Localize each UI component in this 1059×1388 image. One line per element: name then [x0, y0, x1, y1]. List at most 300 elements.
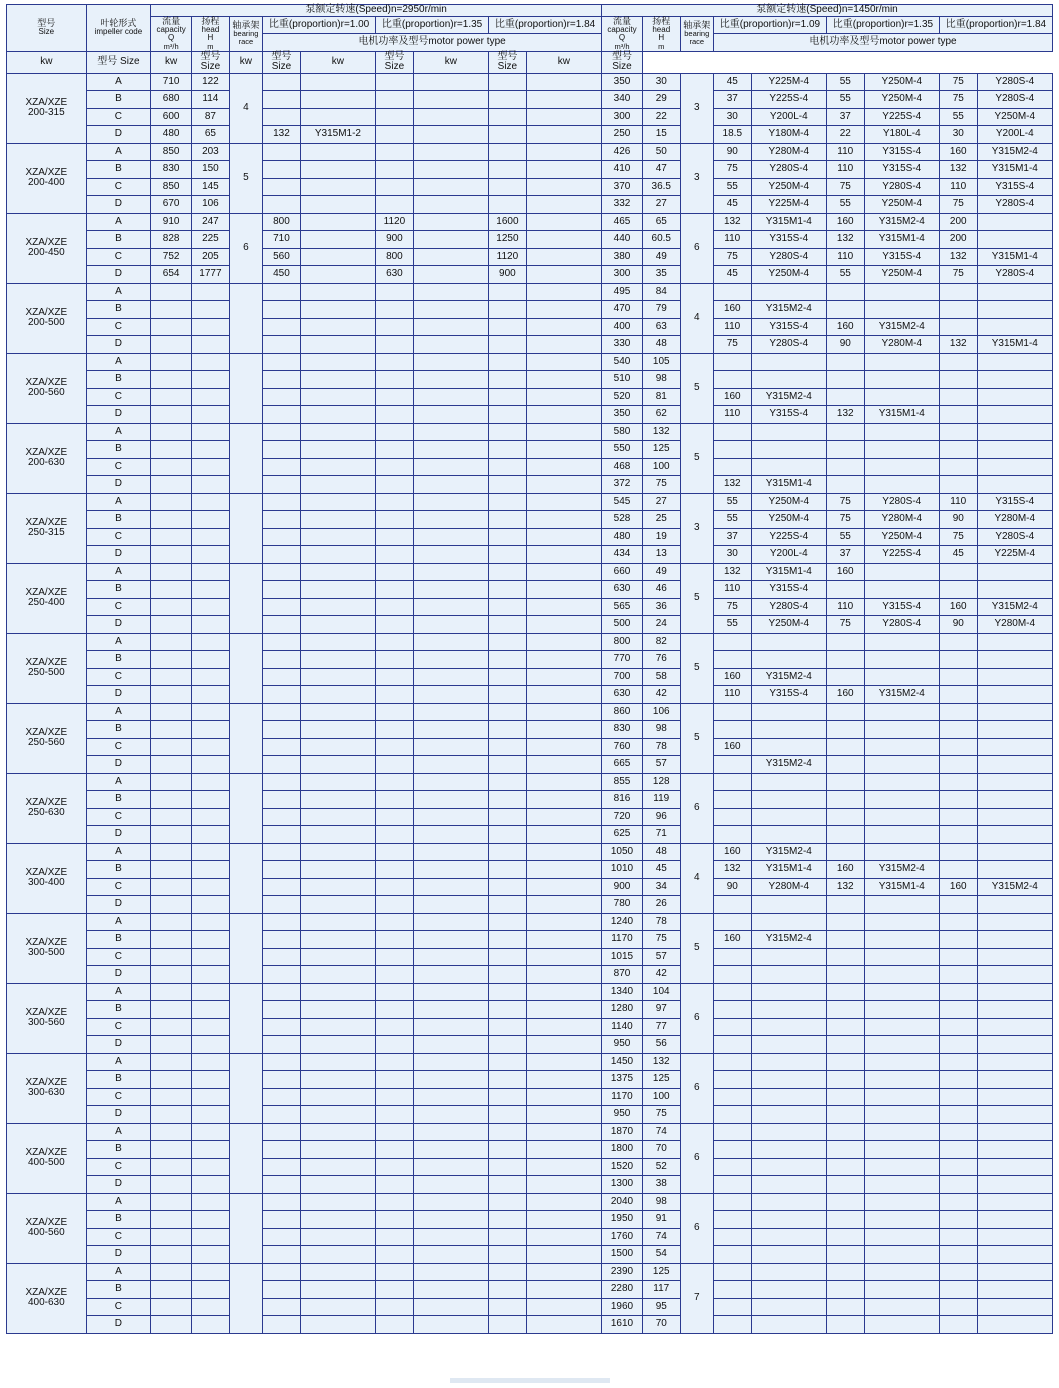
- table-row: [7, 1228, 1053, 1246]
- kw-1450-r135-cell: [826, 1071, 864, 1089]
- header-head-right: 扬程 head H m: [642, 16, 680, 51]
- kw-1450-r135-cell: [826, 896, 864, 914]
- model-2950-r184-cell: [526, 826, 601, 844]
- kw-2950-r100-cell: [263, 896, 301, 914]
- impeller-code-cell: D: [86, 896, 151, 914]
- kw-2950-r184-cell: [489, 756, 527, 774]
- kw-1450-r109-cell: [713, 371, 751, 389]
- model-1450-r109-cell: Y315S-4: [751, 581, 826, 599]
- head-2950-cell: [192, 948, 230, 966]
- model-2950-r184-cell: [526, 1158, 601, 1176]
- table-row: [7, 773, 1053, 791]
- kw-1450-r135-cell: [826, 1193, 864, 1211]
- head-2950-cell: 225: [192, 231, 230, 249]
- kw-1450-r135-cell: [826, 791, 864, 809]
- kw-2950-r100-cell: [263, 1176, 301, 1194]
- model-2950-r100-cell: [300, 546, 375, 564]
- kw-2950-r100-cell: [263, 196, 301, 214]
- kw-2950-r184-cell: [489, 1298, 527, 1316]
- model-1450-r109-cell: Y180M-4: [751, 126, 826, 144]
- kw-1450-r184-cell: [939, 1263, 977, 1281]
- model-2950-r100-cell: [300, 388, 375, 406]
- capacity-2950-cell: [151, 511, 192, 529]
- impeller-code-cell: A: [86, 73, 151, 91]
- kw-1450-r184-cell: 30: [939, 126, 977, 144]
- header-kw-right-2: kw: [413, 51, 488, 73]
- head-1450-cell: 98: [642, 1193, 680, 1211]
- bearing-race-1450-cell: 4: [680, 283, 713, 353]
- model-1450-r184-cell: [977, 1141, 1052, 1159]
- model-2950-r135-cell: [413, 493, 488, 511]
- kw-2950-r135-cell: [376, 1001, 414, 1019]
- table-row: [7, 318, 1053, 336]
- model-1450-r135-cell: [864, 1263, 939, 1281]
- model-1450-r184-cell: Y280M-4: [977, 511, 1052, 529]
- bearing-race-2950-cell: 4: [229, 73, 262, 143]
- model-2950-r184-cell: [526, 248, 601, 266]
- impeller-code-cell: D: [86, 126, 151, 144]
- kw-1450-r135-cell: 75: [826, 493, 864, 511]
- kw-2950-r184-cell: [489, 791, 527, 809]
- model-2950-r135-cell: [413, 931, 488, 949]
- model-2950-r184-cell: [526, 213, 601, 231]
- model-2950-r100-cell: [300, 861, 375, 879]
- table-body: [7, 73, 1053, 1333]
- table-row: [7, 721, 1053, 739]
- kw-1450-r135-cell: [826, 476, 864, 494]
- bearing-race-2950-cell: [229, 983, 262, 1053]
- kw-2950-r184-cell: [489, 336, 527, 354]
- kw-2950-r184-cell: [489, 1246, 527, 1264]
- model-1450-r184-cell: [977, 1298, 1052, 1316]
- kw-1450-r135-cell: [826, 581, 864, 599]
- kw-2950-r100-cell: [263, 878, 301, 896]
- pump-size-cell: XZA/XZE 300-400: [7, 843, 87, 913]
- model-1450-r135-cell: [864, 843, 939, 861]
- model-1450-r184-cell: [977, 441, 1052, 459]
- model-1450-r184-cell: [977, 703, 1052, 721]
- impeller-code-cell: A: [86, 1053, 151, 1071]
- table-row: [7, 441, 1053, 459]
- kw-1450-r135-cell: [826, 371, 864, 389]
- model-1450-r135-cell: [864, 301, 939, 319]
- kw-1450-r184-cell: [939, 406, 977, 424]
- table-row: [7, 791, 1053, 809]
- kw-2950-r184-cell: [489, 73, 527, 91]
- pump-size-cell: XZA/XZE 250-400: [7, 563, 87, 633]
- kw-1450-r135-cell: [826, 826, 864, 844]
- header-bearing-right: 轴承架 bearing race: [680, 16, 713, 51]
- table-row: [7, 598, 1053, 616]
- kw-2950-r184-cell: [489, 686, 527, 704]
- model-2950-r184-cell: [526, 668, 601, 686]
- capacity-1450-cell: 800: [602, 633, 643, 651]
- kw-1450-r135-cell: 55: [826, 91, 864, 109]
- kw-1450-r135-cell: 55: [826, 266, 864, 284]
- capacity-2950-cell: [151, 1001, 192, 1019]
- impeller-code-cell: A: [86, 213, 151, 231]
- kw-2950-r100-cell: [263, 1316, 301, 1334]
- impeller-code-cell: B: [86, 651, 151, 669]
- impeller-code-cell: A: [86, 423, 151, 441]
- model-1450-r109-cell: Y315S-4: [751, 686, 826, 704]
- capacity-2950-cell: [151, 1263, 192, 1281]
- model-2950-r135-cell: [413, 126, 488, 144]
- table-row: [7, 423, 1053, 441]
- kw-1450-r135-cell: [826, 633, 864, 651]
- kw-1450-r135-cell: 90: [826, 336, 864, 354]
- model-2950-r184-cell: [526, 1316, 601, 1334]
- kw-1450-r184-cell: [939, 966, 977, 984]
- model-2950-r184-cell: [526, 598, 601, 616]
- model-2950-r100-cell: [300, 1088, 375, 1106]
- capacity-2950-cell: [151, 756, 192, 774]
- kw-2950-r135-cell: [376, 1193, 414, 1211]
- model-1450-r109-cell: [751, 966, 826, 984]
- model-1450-r184-cell: Y315S-4: [977, 178, 1052, 196]
- kw-2950-r100-cell: [263, 721, 301, 739]
- model-1450-r109-cell: [751, 1263, 826, 1281]
- impeller-code-cell: A: [86, 143, 151, 161]
- table-row: [7, 196, 1053, 214]
- head-2950-cell: [192, 966, 230, 984]
- kw-2950-r184-cell: [489, 581, 527, 599]
- model-2950-r100-cell: [300, 1298, 375, 1316]
- kw-2950-r184-cell: [489, 1088, 527, 1106]
- model-2950-r135-cell: [413, 896, 488, 914]
- kw-2950-r100-cell: [263, 581, 301, 599]
- capacity-2950-cell: [151, 1281, 192, 1299]
- capacity-1450-cell: 760: [602, 738, 643, 756]
- pump-size-cell: XZA/XZE 200-630: [7, 423, 87, 493]
- model-1450-r135-cell: [864, 913, 939, 931]
- kw-2950-r184-cell: [489, 126, 527, 144]
- capacity-1450-cell: 470: [602, 301, 643, 319]
- capacity-1450-cell: 426: [602, 143, 643, 161]
- model-2950-r135-cell: [413, 983, 488, 1001]
- model-2950-r100-cell: [300, 581, 375, 599]
- model-1450-r109-cell: [751, 458, 826, 476]
- model-2950-r184-cell: [526, 318, 601, 336]
- kw-1450-r184-cell: 90: [939, 616, 977, 634]
- kw-1450-r135-cell: 75: [826, 178, 864, 196]
- impeller-code-cell: A: [86, 633, 151, 651]
- head-1450-cell: 78: [642, 913, 680, 931]
- kw-2950-r184-cell: [489, 668, 527, 686]
- impeller-code-cell: B: [86, 581, 151, 599]
- kw-1450-r135-cell: 110: [826, 143, 864, 161]
- model-1450-r184-cell: [977, 756, 1052, 774]
- model-1450-r135-cell: Y280S-4: [864, 616, 939, 634]
- kw-1450-r135-cell: 55: [826, 73, 864, 91]
- bearing-race-1450-cell: 3: [680, 493, 713, 563]
- capacity-1450-cell: 520: [602, 388, 643, 406]
- model-2950-r135-cell: [413, 563, 488, 581]
- pump-size-cell: XZA/XZE 300-560: [7, 983, 87, 1053]
- capacity-2950-cell: [151, 546, 192, 564]
- table-row: [7, 1211, 1053, 1229]
- model-1450-r184-cell: [977, 353, 1052, 371]
- table-row: [7, 266, 1053, 284]
- impeller-code-cell: C: [86, 318, 151, 336]
- model-1450-r135-cell: Y315S-4: [864, 161, 939, 179]
- impeller-code-cell: C: [86, 1228, 151, 1246]
- model-2950-r100-cell: [300, 651, 375, 669]
- kw-2950-r184-cell: [489, 966, 527, 984]
- model-2950-r184-cell: [526, 371, 601, 389]
- header-kw-row: [7, 51, 1053, 73]
- model-1450-r184-cell: Y280S-4: [977, 73, 1052, 91]
- kw-2950-r135-cell: [376, 1263, 414, 1281]
- model-1450-r184-cell: [977, 213, 1052, 231]
- kw-2950-r184-cell: [489, 616, 527, 634]
- model-2950-r135-cell: [413, 686, 488, 704]
- capacity-1450-cell: 1170: [602, 931, 643, 949]
- model-1450-r184-cell: [977, 1193, 1052, 1211]
- bearing-race-1450-cell: 5: [680, 563, 713, 633]
- model-1450-r109-cell: [751, 1088, 826, 1106]
- impeller-code-cell: C: [86, 808, 151, 826]
- capacity-2950-cell: [151, 1141, 192, 1159]
- kw-1450-r184-cell: [939, 773, 977, 791]
- kw-2950-r184-cell: [489, 371, 527, 389]
- head-1450-cell: 50: [642, 143, 680, 161]
- head-2950-cell: [192, 773, 230, 791]
- model-2950-r100-cell: [300, 1246, 375, 1264]
- head-1450-cell: 91: [642, 1211, 680, 1229]
- kw-1450-r184-cell: [939, 581, 977, 599]
- model-1450-r109-cell: Y280S-4: [751, 336, 826, 354]
- head-1450-cell: 65: [642, 213, 680, 231]
- kw-1450-r184-cell: [939, 826, 977, 844]
- head-1450-cell: 29: [642, 91, 680, 109]
- model-1450-r135-cell: Y225S-4: [864, 546, 939, 564]
- kw-1450-r135-cell: [826, 1123, 864, 1141]
- table-row: [7, 213, 1053, 231]
- capacity-2950-cell: [151, 1106, 192, 1124]
- model-1450-r135-cell: [864, 1088, 939, 1106]
- head-1450-cell: 36: [642, 598, 680, 616]
- kw-2950-r184-cell: [489, 1053, 527, 1071]
- impeller-code-cell: A: [86, 353, 151, 371]
- kw-1450-r109-cell: [713, 1141, 751, 1159]
- capacity-2950-cell: [151, 633, 192, 651]
- capacity-2950-cell: 850: [151, 143, 192, 161]
- bearing-race-1450-cell: 4: [680, 843, 713, 913]
- kw-1450-r109-cell: [713, 808, 751, 826]
- kw-2950-r184-cell: [489, 721, 527, 739]
- model-1450-r184-cell: [977, 458, 1052, 476]
- kw-2950-r100-cell: [263, 1298, 301, 1316]
- impeller-code-cell: D: [86, 406, 151, 424]
- head-1450-cell: 38: [642, 1176, 680, 1194]
- capacity-2950-cell: 850: [151, 178, 192, 196]
- kw-2950-r100-cell: [263, 826, 301, 844]
- kw-1450-r109-cell: [713, 948, 751, 966]
- kw-1450-r109-cell: [713, 703, 751, 721]
- kw-1450-r109-cell: 160: [713, 388, 751, 406]
- model-2950-r184-cell: [526, 703, 601, 721]
- pump-size-cell: XZA/XZE 200-315: [7, 73, 87, 143]
- model-2950-r135-cell: [413, 441, 488, 459]
- model-1450-r135-cell: [864, 721, 939, 739]
- capacity-2950-cell: [151, 948, 192, 966]
- kw-2950-r135-cell: [376, 1071, 414, 1089]
- kw-2950-r184-cell: 1120: [489, 248, 527, 266]
- capacity-1450-cell: 528: [602, 511, 643, 529]
- head-2950-cell: [192, 896, 230, 914]
- kw-2950-r135-cell: [376, 913, 414, 931]
- table-row: [7, 581, 1053, 599]
- model-1450-r109-cell: [751, 791, 826, 809]
- head-1450-cell: 56: [642, 1036, 680, 1054]
- kw-1450-r184-cell: 200: [939, 231, 977, 249]
- capacity-1450-cell: 665: [602, 756, 643, 774]
- head-1450-cell: 117: [642, 1281, 680, 1299]
- model-1450-r184-cell: [977, 966, 1052, 984]
- model-1450-r135-cell: [864, 1193, 939, 1211]
- impeller-code-cell: C: [86, 108, 151, 126]
- capacity-1450-cell: 1450: [602, 1053, 643, 1071]
- capacity-1450-cell: 780: [602, 896, 643, 914]
- model-2950-r100-cell: [300, 633, 375, 651]
- model-1450-r109-cell: Y315M1-4: [751, 476, 826, 494]
- kw-2950-r135-cell: [376, 896, 414, 914]
- model-2950-r135-cell: [413, 266, 488, 284]
- impeller-code-cell: C: [86, 248, 151, 266]
- model-1450-r109-cell: Y280M-4: [751, 143, 826, 161]
- model-1450-r135-cell: [864, 668, 939, 686]
- model-2950-r135-cell: [413, 1106, 488, 1124]
- model-1450-r109-cell: Y315M1-4: [751, 861, 826, 879]
- head-2950-cell: [192, 861, 230, 879]
- capacity-1450-cell: 350: [602, 406, 643, 424]
- kw-2950-r100-cell: [263, 493, 301, 511]
- model-2950-r100-cell: [300, 441, 375, 459]
- capacity-2950-cell: [151, 826, 192, 844]
- model-1450-r184-cell: Y315M1-4: [977, 248, 1052, 266]
- model-1450-r135-cell: [864, 983, 939, 1001]
- model-1450-r109-cell: Y250M-4: [751, 266, 826, 284]
- kw-2950-r184-cell: [489, 948, 527, 966]
- kw-1450-r135-cell: [826, 966, 864, 984]
- kw-2950-r100-cell: [263, 143, 301, 161]
- kw-1450-r135-cell: [826, 703, 864, 721]
- kw-2950-r184-cell: [489, 1263, 527, 1281]
- model-2950-r100-cell: [300, 896, 375, 914]
- head-2950-cell: [192, 931, 230, 949]
- model-1450-r135-cell: Y315S-4: [864, 143, 939, 161]
- kw-1450-r184-cell: 110: [939, 178, 977, 196]
- impeller-code-cell: C: [86, 388, 151, 406]
- model-2950-r135-cell: [413, 1053, 488, 1071]
- head-2950-cell: 87: [192, 108, 230, 126]
- model-2950-r184-cell: [526, 633, 601, 651]
- model-1450-r135-cell: [864, 1316, 939, 1334]
- kw-2950-r184-cell: [489, 108, 527, 126]
- kw-1450-r135-cell: [826, 913, 864, 931]
- model-2950-r135-cell: [413, 1123, 488, 1141]
- capacity-1450-cell: 660: [602, 563, 643, 581]
- model-2950-r135-cell: [413, 161, 488, 179]
- head-1450-cell: 30: [642, 73, 680, 91]
- kw-2950-r100-cell: [263, 668, 301, 686]
- capacity-2950-cell: 670: [151, 196, 192, 214]
- header-model-right-3: 型号 Size: [602, 51, 643, 73]
- kw-2950-r135-cell: [376, 686, 414, 704]
- model-2950-r184-cell: [526, 458, 601, 476]
- model-1450-r135-cell: [864, 581, 939, 599]
- head-2950-cell: [192, 756, 230, 774]
- model-1450-r135-cell: Y280M-4: [864, 511, 939, 529]
- bearing-race-1450-cell: 3: [680, 73, 713, 143]
- impeller-code-cell: A: [86, 563, 151, 581]
- kw-2950-r100-cell: [263, 966, 301, 984]
- kw-1450-r135-cell: 110: [826, 161, 864, 179]
- kw-1450-r135-cell: [826, 1158, 864, 1176]
- model-2950-r135-cell: [413, 1158, 488, 1176]
- bearing-race-2950-cell: [229, 353, 262, 423]
- model-2950-r184-cell: [526, 528, 601, 546]
- model-1450-r135-cell: [864, 1298, 939, 1316]
- kw-1450-r184-cell: 110: [939, 493, 977, 511]
- head-2950-cell: [192, 1036, 230, 1054]
- kw-2950-r184-cell: [489, 1001, 527, 1019]
- capacity-2950-cell: [151, 581, 192, 599]
- head-1450-cell: 45: [642, 861, 680, 879]
- bearing-race-2950-cell: [229, 703, 262, 773]
- kw-2950-r184-cell: [489, 931, 527, 949]
- model-2950-r135-cell: [413, 1316, 488, 1334]
- model-1450-r184-cell: [977, 476, 1052, 494]
- kw-1450-r184-cell: [939, 371, 977, 389]
- kw-1450-r109-cell: 75: [713, 248, 751, 266]
- impeller-code-cell: D: [86, 476, 151, 494]
- kw-2950-r184-cell: [489, 546, 527, 564]
- model-2950-r135-cell: [413, 843, 488, 861]
- capacity-1450-cell: 580: [602, 423, 643, 441]
- model-2950-r184-cell: [526, 686, 601, 704]
- kw-2950-r100-cell: 710: [263, 231, 301, 249]
- head-2950-cell: [192, 581, 230, 599]
- capacity-1450-cell: 545: [602, 493, 643, 511]
- impeller-code-cell: D: [86, 1246, 151, 1264]
- impeller-code-cell: A: [86, 773, 151, 791]
- kw-1450-r109-cell: [713, 1193, 751, 1211]
- head-1450-cell: 27: [642, 196, 680, 214]
- model-2950-r184-cell: [526, 721, 601, 739]
- model-1450-r109-cell: [751, 283, 826, 301]
- capacity-2950-cell: [151, 651, 192, 669]
- kw-2950-r184-cell: [489, 738, 527, 756]
- impeller-code-cell: C: [86, 948, 151, 966]
- model-1450-r135-cell: [864, 1018, 939, 1036]
- kw-1450-r135-cell: [826, 1246, 864, 1264]
- impeller-code-cell: A: [86, 913, 151, 931]
- capacity-1450-cell: 720: [602, 808, 643, 826]
- kw-2950-r100-cell: [263, 441, 301, 459]
- model-2950-r135-cell: [413, 388, 488, 406]
- impeller-code-cell: D: [86, 1106, 151, 1124]
- table-row: [7, 91, 1053, 109]
- model-1450-r184-cell: [977, 931, 1052, 949]
- model-2950-r100-cell: [300, 983, 375, 1001]
- table-row: [7, 108, 1053, 126]
- kw-1450-r135-cell: [826, 353, 864, 371]
- bearing-race-1450-cell: 6: [680, 1193, 713, 1263]
- model-2950-r184-cell: [526, 1246, 601, 1264]
- kw-2950-r184-cell: [489, 651, 527, 669]
